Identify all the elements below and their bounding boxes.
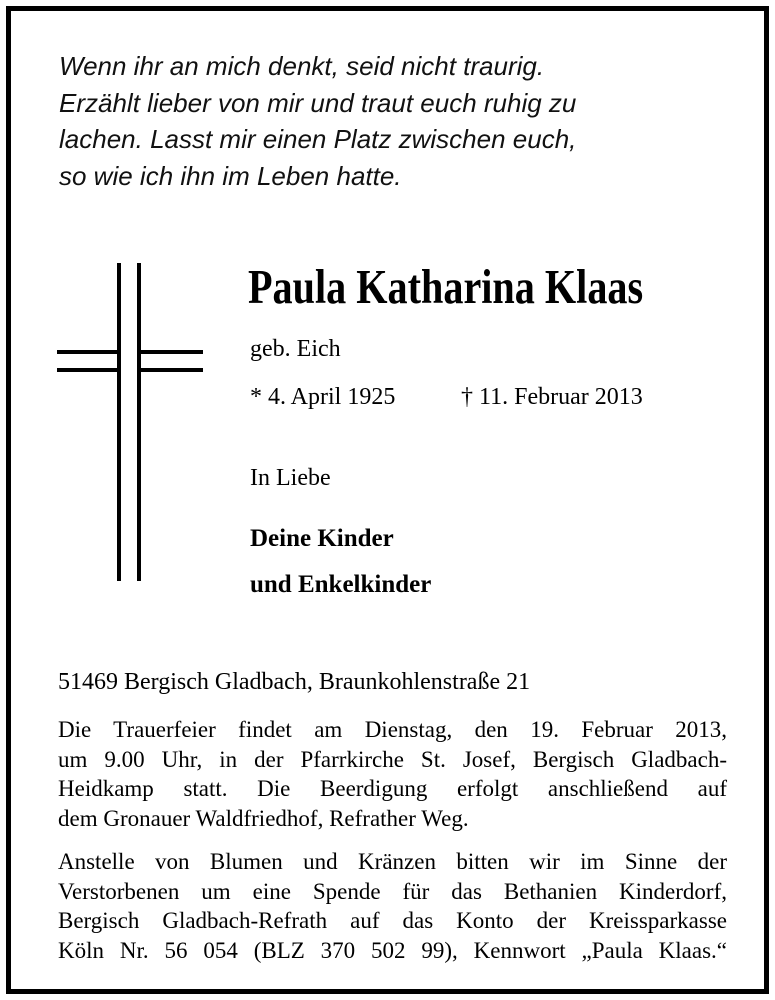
funeral-notice-line: Die Trauerfeier findet am Dienstag, den 19. Februar 2013, xyxy=(58,717,727,742)
donation-notice-line: Verstorbenen um eine Spende für das Bethanien Kinderdorf, xyxy=(58,878,727,904)
quote-line: lachen. Lasst mir einen Platz zwischen euch, xyxy=(59,124,577,154)
cross-horizontal-top-right xyxy=(137,350,203,354)
donation-notice xyxy=(58,847,727,965)
birth-date: * 4. April 1925 xyxy=(250,384,396,410)
double-line-cross-icon xyxy=(57,263,203,581)
cross-horizontal-bottom-right xyxy=(137,368,203,372)
funeral-notice-line: dem Gronauer Waldfriedhof, Refrather Weg. xyxy=(58,805,469,831)
quote-line: Wenn ihr an mich denkt, seid nicht traurig. xyxy=(59,51,545,81)
memorial-quote xyxy=(59,48,699,194)
funeral-notice-line: Heidkamp statt. Die Beerdigung erfolgt anschließend auf xyxy=(58,776,727,801)
donation-notice-line: Bergisch Gladbach-Refrath auf das Konto der Kreissparkasse xyxy=(58,908,727,933)
death-date: † 11. Februar 2013 xyxy=(461,384,643,410)
mourners-line: Deine Kinder xyxy=(250,525,394,552)
cross-horizontal-top-left xyxy=(57,350,121,354)
mourners xyxy=(250,516,431,608)
born-name: geb. Eich xyxy=(250,336,341,362)
mourners-line: und Enkelkinder xyxy=(250,571,432,598)
address: 51469 Bergisch Gladbach, Braunkohlenstraße 21 xyxy=(58,669,531,695)
deceased-name: Paula Katharina Klaas xyxy=(248,259,644,314)
funeral-notice xyxy=(58,715,727,833)
donation-notice-line: Anstelle von Blumen und Kränzen bitten wir im Sinne der xyxy=(58,849,727,874)
obituary-frame xyxy=(6,6,769,994)
cross-horizontal-bottom-left xyxy=(57,368,121,372)
cross-vertical-right xyxy=(137,263,141,581)
cross-vertical-left xyxy=(117,263,121,581)
quote-line: so wie ich ihn im Leben hatte. xyxy=(59,160,402,191)
donation-notice-line: Köln Nr. 56 054 (BLZ 370 502 99), Kennwort „Paula Klaas.“ xyxy=(58,937,727,963)
in-love-text: In Liebe xyxy=(250,465,331,491)
quote-line: Erzählt lieber von mir und traut euch ruhig zu xyxy=(59,87,577,118)
funeral-notice-line: um 9.00 Uhr, in der Pfarrkirche St. Josef, Bergisch Gladbach- xyxy=(58,746,727,772)
